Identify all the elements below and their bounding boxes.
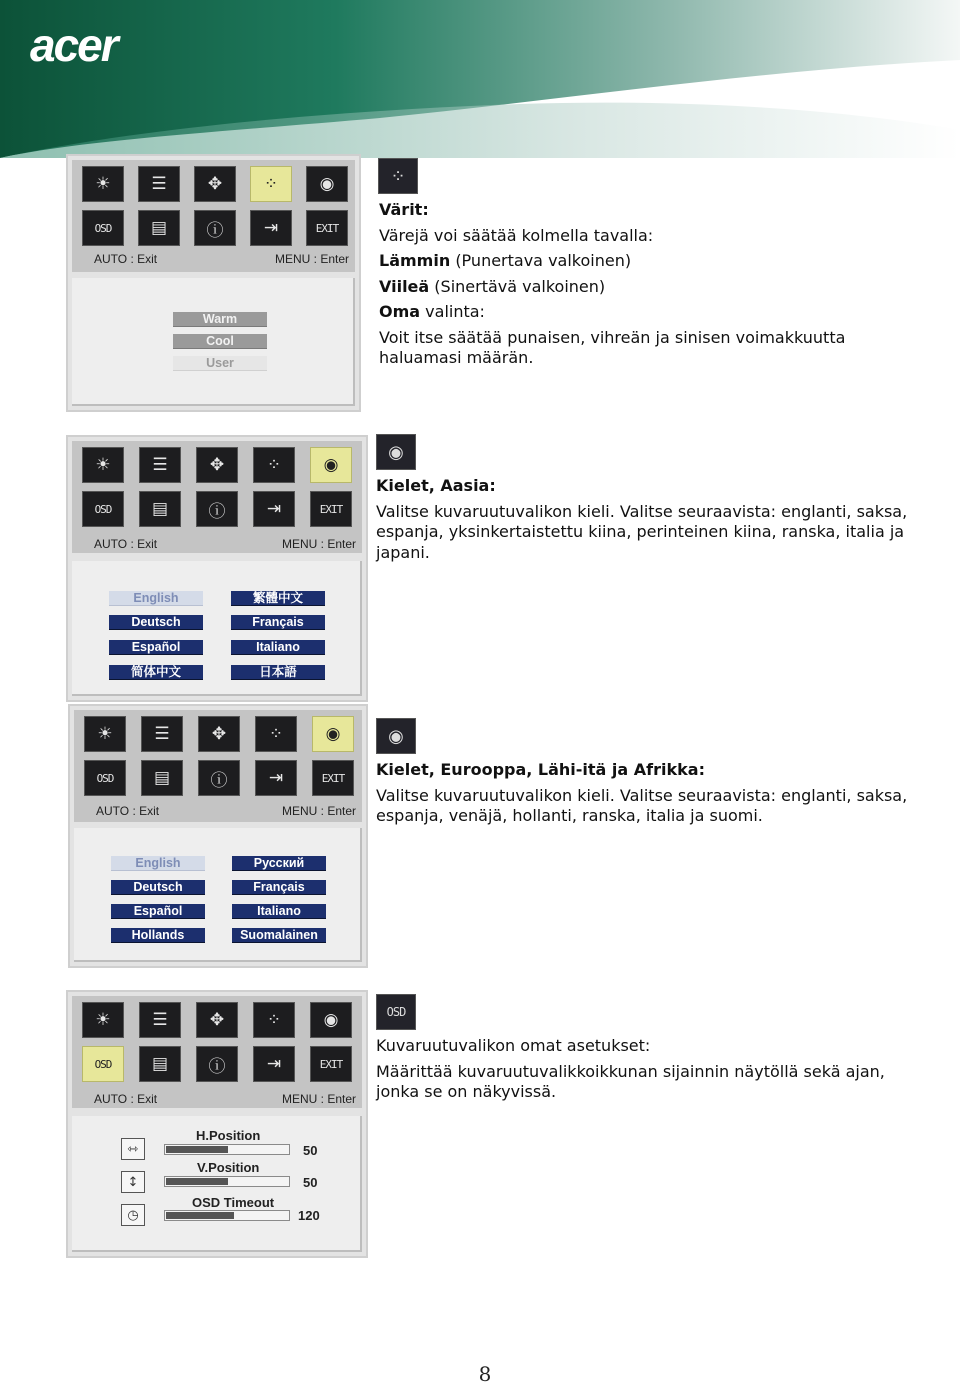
language-option[interactable]: Français — [231, 615, 325, 630]
exit-glyph: EXIT — [321, 771, 345, 785]
reset-icon[interactable]: ⇥ — [253, 491, 295, 527]
osd-label-icon[interactable] — [82, 491, 124, 527]
setting-label: H.Position — [196, 1128, 261, 1143]
osd-top-bar — [72, 160, 355, 272]
language-icon: ◉ — [376, 434, 416, 470]
menu-enter-hint: MENU : Enter — [281, 804, 356, 818]
language-icon[interactable]: ◉ — [312, 716, 354, 752]
language-icon: ◉ — [376, 718, 416, 754]
language-option[interactable]: 日本語 — [231, 665, 325, 680]
color-icon[interactable]: ⁘ — [255, 716, 297, 752]
section-heading: Kuvaruutuvalikon omat asetukset: — [376, 1036, 651, 1055]
auto-exit-hint: AUTO : Exit — [94, 537, 158, 551]
osd-language-asia-panel — [66, 435, 368, 702]
language-option[interactable]: Italiano — [232, 904, 326, 919]
osd-glyph: OSD — [386, 1005, 406, 1019]
exit-glyph: EXIT — [319, 1057, 343, 1071]
language-option[interactable]: 简体中文 — [109, 665, 203, 680]
setting-label: OSD Timeout — [192, 1195, 275, 1210]
language-option[interactable]: Русский — [232, 856, 326, 871]
body-line — [379, 302, 919, 323]
color-icon[interactable]: ⁘ — [253, 447, 295, 483]
info-icon[interactable]: ⓘ — [196, 491, 238, 527]
osd-top-bar — [72, 441, 362, 553]
brightness-icon[interactable]: ☀ — [84, 716, 126, 752]
h-position-icon: ⇿ — [121, 1138, 145, 1160]
input-icon[interactable]: ▤ — [141, 760, 183, 796]
v-position-slider[interactable] — [164, 1176, 290, 1187]
language-option[interactable]: Français — [232, 880, 326, 895]
reset-icon[interactable]: ⇥ — [250, 210, 292, 246]
osd-timeout-slider[interactable] — [164, 1210, 290, 1221]
term-desc: (Sinertävä valkoinen) — [434, 276, 606, 296]
section-heading: Värit: — [379, 200, 429, 219]
term: Viileä — [379, 276, 430, 296]
input-icon[interactable]: ▤ — [138, 210, 180, 246]
section-osd-settings-text — [376, 1036, 916, 1108]
osd-submenu — [72, 278, 355, 406]
osd-icon-grid — [82, 447, 350, 533]
osd-label-icon[interactable] — [84, 760, 126, 796]
language-option[interactable]: Hollands — [111, 928, 205, 943]
exit-icon[interactable] — [306, 210, 348, 246]
osd-submenu — [72, 561, 362, 696]
osd-menu-icon[interactable]: ☰ — [138, 166, 180, 202]
color-icon[interactable]: ⁘ — [253, 1002, 295, 1038]
language-icon[interactable]: ◉ — [310, 1002, 352, 1038]
osd-menu-icon[interactable]: ☰ — [141, 716, 183, 752]
exit-icon[interactable] — [310, 1046, 352, 1082]
section-languages-europe-text — [376, 760, 916, 832]
term: Oma — [379, 302, 421, 321]
brightness-icon[interactable]: ☀ — [82, 166, 124, 202]
clock-icon: ◷ — [121, 1204, 145, 1226]
menu-enter-hint: MENU : Enter — [281, 1092, 356, 1106]
position-icon[interactable]: ✥ — [198, 716, 240, 752]
language-option[interactable]: Italiano — [231, 640, 325, 655]
term-desc: valinta: — [425, 302, 485, 321]
language-option[interactable]: Deutsch — [111, 880, 205, 895]
osd-icon-grid — [82, 1002, 350, 1088]
term: Lämmin — [379, 251, 451, 270]
info-icon[interactable]: ⓘ — [194, 210, 236, 246]
section-languages-asia-text — [376, 476, 916, 568]
section-heading: Kielet, Eurooppa, Lähi-itä ja Afrikka: — [376, 760, 705, 779]
osd-submenu — [74, 828, 362, 962]
language-icon[interactable]: ◉ — [310, 447, 352, 483]
brightness-icon[interactable]: ☀ — [82, 447, 124, 483]
section-colors-text — [379, 200, 919, 374]
osd-language-europe-panel — [68, 704, 368, 968]
osd-color-panel — [66, 154, 361, 412]
setting-value: 50 — [303, 1175, 318, 1190]
menu-option-warm[interactable]: Warm — [173, 312, 267, 327]
setting-label: V.Position — [197, 1160, 260, 1175]
osd-submenu — [72, 1116, 362, 1252]
osd-glyph: OSD — [94, 1057, 112, 1071]
input-icon[interactable]: ▤ — [139, 491, 181, 527]
osd-top-bar — [74, 710, 362, 822]
body-line — [379, 277, 919, 298]
menu-enter-hint: MENU : Enter — [274, 252, 349, 266]
slider-fill — [166, 1212, 234, 1219]
position-icon[interactable]: ✥ — [196, 1002, 238, 1038]
osd-settings-panel — [66, 990, 368, 1258]
info-icon[interactable]: ⓘ — [198, 760, 240, 796]
osd-label-icon[interactable] — [82, 210, 124, 246]
body-paragraph: Valitse kuvaruutuvalikon kieli. Valitse seuraavista: englanti, saksa, espanja, venäjä, hollanti, ranska, italia ja suomi. — [376, 785, 908, 825]
page-number: 8 — [478, 1362, 492, 1386]
osd-menu-icon[interactable]: ☰ — [139, 447, 181, 483]
menu-enter-hint: MENU : Enter — [281, 537, 356, 551]
color-icon: ⁘ — [378, 158, 418, 194]
language-option[interactable]: Deutsch — [109, 615, 203, 630]
auto-exit-hint: AUTO : Exit — [96, 804, 160, 818]
body-paragraph: Valitse kuvaruutuvalikon kieli. Valitse seuraavista: englanti, saksa, espanja, yksinkertaistettu kiina, perinteinen kiina, ranska, italia ja japani. — [376, 501, 908, 562]
header-swoosh — [0, 0, 960, 158]
menu-option-cool[interactable]: Cool — [173, 334, 267, 349]
osd-icon-grid — [84, 716, 352, 802]
osd-label-icon — [376, 994, 416, 1030]
language-option[interactable]: English — [111, 856, 205, 871]
reset-icon[interactable]: ⇥ — [255, 760, 297, 796]
brightness-icon[interactable]: ☀ — [82, 1002, 124, 1038]
position-icon[interactable]: ✥ — [194, 166, 236, 202]
body-paragraph: Määrittää kuvaruutuvalikkoikkunan sijainnin näytöllä sekä ajan, jonka se on näkyvissä. — [376, 1061, 885, 1101]
auto-exit-hint: AUTO : Exit — [94, 1092, 158, 1106]
color-icon[interactable]: ⁘ — [250, 166, 292, 202]
info-icon[interactable]: ⓘ — [196, 1046, 238, 1082]
exit-icon[interactable] — [310, 491, 352, 527]
slider-fill — [166, 1178, 228, 1185]
body-line: Voit itse säätää punaisen, vihreän ja sinisen voimakkuutta haluamasi määrän. — [379, 327, 846, 367]
osd-glyph: OSD — [94, 221, 112, 235]
acer-logo: acer — [30, 19, 117, 71]
position-icon[interactable]: ✥ — [196, 447, 238, 483]
exit-icon[interactable] — [312, 760, 354, 796]
auto-exit-hint: AUTO : Exit — [94, 252, 158, 266]
exit-glyph: EXIT — [319, 502, 343, 516]
osd-icon-grid — [82, 166, 350, 252]
menu-option-user[interactable]: User — [173, 356, 267, 371]
osd-label-icon[interactable] — [82, 1046, 124, 1082]
setting-value: 120 — [298, 1208, 320, 1223]
language-option[interactable]: Español — [111, 904, 205, 919]
reset-icon[interactable]: ⇥ — [253, 1046, 295, 1082]
osd-glyph: OSD — [96, 771, 114, 785]
osd-top-bar — [72, 996, 362, 1108]
section-heading: Kielet, Aasia: — [376, 476, 496, 495]
osd-menu-icon[interactable]: ☰ — [139, 1002, 181, 1038]
term-desc: (Punertava valkoinen) — [455, 251, 632, 270]
exit-glyph: EXIT — [315, 221, 339, 235]
osd-glyph: OSD — [94, 502, 112, 516]
header-banner — [0, 0, 960, 158]
body-line: Värejä voi säätää kolmella tavalla: — [379, 225, 654, 245]
h-position-slider[interactable] — [164, 1144, 290, 1155]
body-line — [379, 251, 919, 272]
slider-fill — [166, 1146, 228, 1153]
setting-value: 50 — [303, 1143, 318, 1158]
v-position-icon: ↕ — [121, 1171, 145, 1193]
language-option[interactable]: English — [109, 591, 203, 606]
language-option[interactable]: Suomalainen — [232, 928, 326, 943]
language-option[interactable]: Español — [109, 640, 203, 655]
language-option[interactable]: 繁體中文 — [231, 591, 325, 606]
input-icon[interactable]: ▤ — [139, 1046, 181, 1082]
language-icon[interactable]: ◉ — [306, 166, 348, 202]
